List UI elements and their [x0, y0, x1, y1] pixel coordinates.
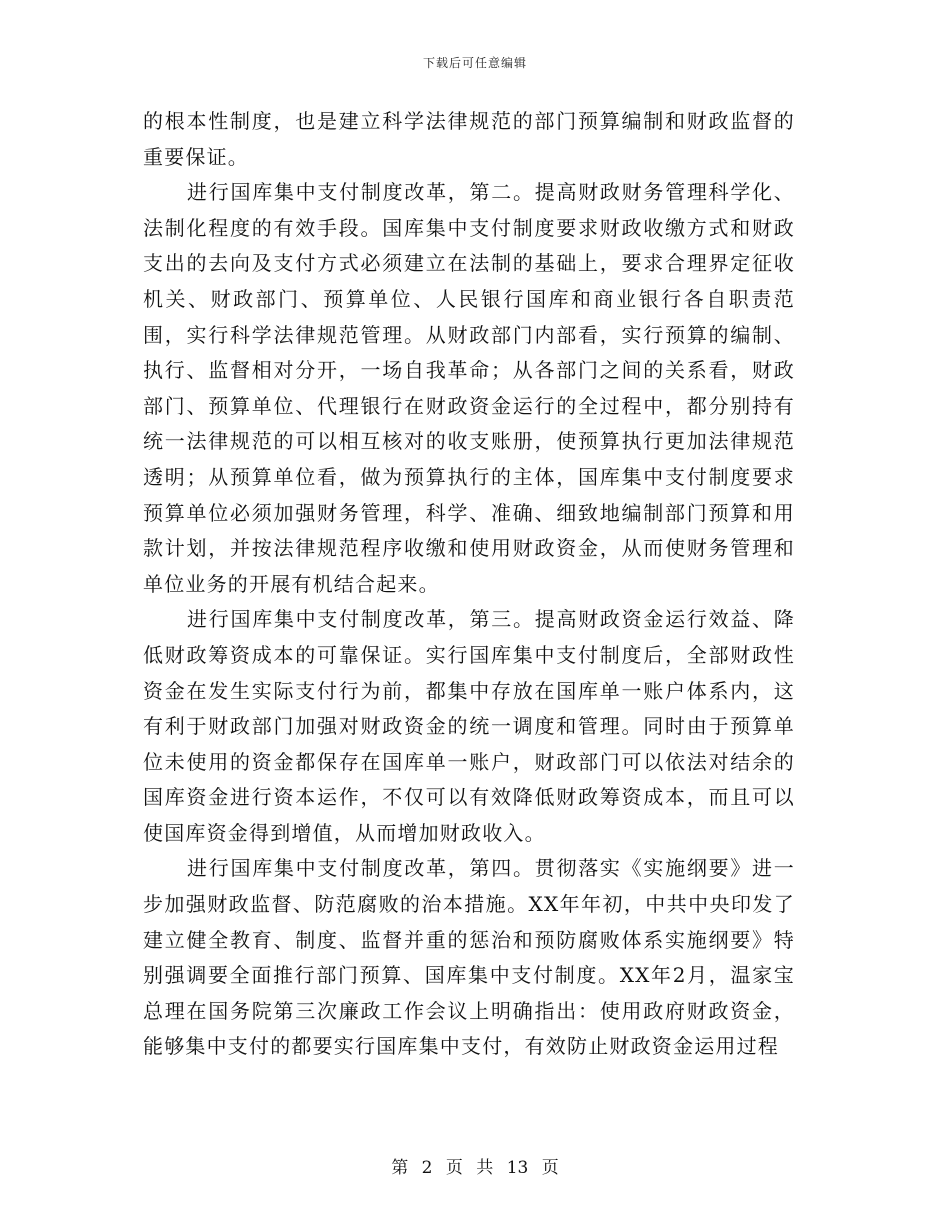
document-body [143, 104, 795, 1065]
page-label-prefix: 第 [391, 1158, 409, 1178]
paragraph-1: 的根本性制度，也是建立科学法律规范的部门预算编制和财政监督的重要保证。 [143, 109, 795, 169]
page-footer [0, 1153, 950, 1178]
paragraph-4: 进行国库集中支付制度改革，第四。贯彻落实《实施纲要》进一步加强财政监督、防范腐败的治本措施。XX年年初，中共中央印发了建立健全教育、制度、监督并重的惩治和预防腐败体系实施纲要》特别强调要全面推行部门预算、国库集中支付制度。XX年2月，温家宝总理在国务院第三次廉政工作会议上明确指出：使用政府财政资金，能够集中支付的都要实行国库集中支付，有效防止财政资金运用过程 [143, 856, 795, 1059]
paragraph-3: 进行国库集中支付制度改革，第三。提高财政资金运行效益、降低财政筹资成本的可靠保证。实行国库集中支付制度后，全部财政性资金在发生实际支付行为前，都集中存放在国库单一账户体系内，这有利于财政部门加强对财政资金的统一调度和管理。同时由于预算单位未使用的资金都保存在国库单一账户，财政部门可以依法对结余的国库资金进行资本运作，不仅可以有效降低财政筹资成本，而且可以使国库资金得到增值，从而增加财政收入。 [143, 607, 795, 845]
page-header-note: 下载后可任意编辑 [422, 56, 527, 70]
page-label-total-prefix: 共 [476, 1158, 494, 1178]
page-label-suffix: 页 [541, 1158, 559, 1178]
current-page-number: 2 [421, 1158, 433, 1178]
paragraph-2: 进行国库集中支付制度改革，第二。提高财政财务管理科学化、法制化程度的有效手段。国库集中支付制度要求财政收缴方式和财政支出的去向及支付方式必须建立在法制的基础上，要求合理界定征收机关、财政部门、预算单位、人民银行国库和商业银行各自职责范围，实行科学法律规范管理。从财政部门内部看，实行预算的编制、执行、监督相对分开，一场自我革命；从各部门之间的关系看，财政部门、预算单位、代理银行在财政资金运行的全过程中，都分别持有统一法律规范的可以相互核对的收支账册，使预算执行更加法律规范透明；从预算单位看，做为预算执行的主体，国库集中支付制度要求预算单位必须加强财务管理，科学、准确、细致地编制部门预算和用款计划，并按法律规范程序收缴和使用财政资金，从而使财务管理和单位业务的开展有机结合起来。 [143, 180, 795, 596]
page-label-mid: 页 [445, 1158, 463, 1178]
total-pages-number: 13 [506, 1158, 529, 1178]
